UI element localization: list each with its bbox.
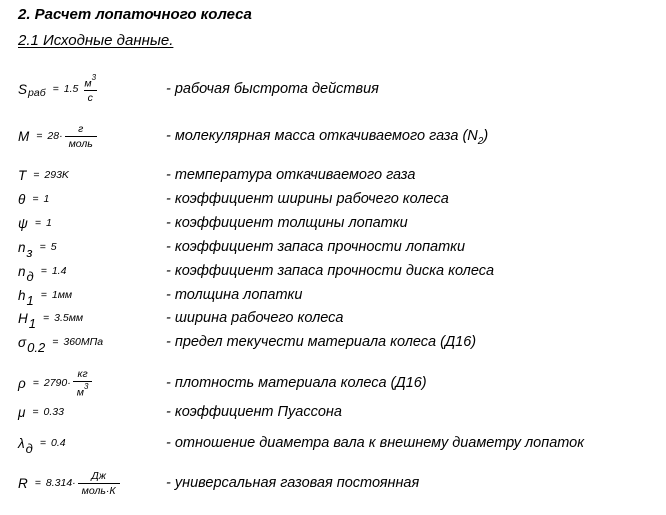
symbol: T xyxy=(18,167,27,183)
value: 1.4 xyxy=(51,265,67,277)
equals-sign: = xyxy=(32,406,39,418)
unit-numerator: Дж xyxy=(91,469,106,482)
formula xyxy=(18,187,49,211)
unit-denominator: с xyxy=(84,90,97,104)
value: 5 xyxy=(50,241,57,253)
value: 28 xyxy=(47,130,60,142)
param-row-H1 xyxy=(0,306,666,330)
formula xyxy=(18,400,64,424)
value: 0.4 xyxy=(50,437,66,449)
equals-sign: = xyxy=(52,83,59,95)
subscript: д xyxy=(26,268,34,284)
symbol: λ xyxy=(18,435,25,451)
formula xyxy=(18,330,103,354)
description: - коэффициент запаса прочности диска колеса xyxy=(166,263,495,279)
param-row-lambda xyxy=(0,431,666,455)
value: 1 xyxy=(45,217,52,229)
equals-sign: = xyxy=(36,130,43,142)
equals-sign: = xyxy=(52,336,59,348)
description: - рабочая быстрота действия xyxy=(166,81,379,97)
formula xyxy=(18,431,66,455)
formula xyxy=(18,283,72,307)
equals-sign: = xyxy=(34,477,41,489)
formula xyxy=(18,72,100,105)
symbol: μ xyxy=(18,404,26,420)
param-row-m xyxy=(0,124,666,148)
param-row-mu xyxy=(0,400,666,424)
equals-sign: = xyxy=(34,217,41,229)
multiply-dot: · xyxy=(72,477,76,489)
subsection-title: 2.1 Исходные данные. xyxy=(18,32,174,49)
symbol: S xyxy=(18,81,28,97)
unit-fraction xyxy=(73,368,93,399)
description: - коэффициент толщины лопатки xyxy=(166,215,408,231)
value: 1 xyxy=(43,193,50,205)
value: 1мм xyxy=(51,289,73,301)
symbol: σ xyxy=(18,334,27,350)
param-row-t xyxy=(0,163,666,187)
unit-fraction xyxy=(80,74,100,105)
value: 293K xyxy=(44,169,69,181)
param-row-rho xyxy=(0,367,666,399)
symbol: h xyxy=(18,287,26,303)
value: 1.5 xyxy=(63,83,79,95)
value: 3.5мм xyxy=(54,312,84,324)
unit-denominator: моль·К xyxy=(78,483,120,497)
formula xyxy=(18,124,97,148)
equals-sign: = xyxy=(32,193,39,205)
description: - коэффициент ширины рабочего колеса xyxy=(166,191,449,207)
unit-fraction xyxy=(65,123,97,150)
param-row-n-z xyxy=(0,235,666,259)
param-row-sigma xyxy=(0,330,666,354)
symbol: n xyxy=(18,263,26,279)
symbol: θ xyxy=(18,191,26,207)
symbol: n xyxy=(18,239,26,255)
symbol: ρ xyxy=(18,375,26,391)
unit-numerator: $м^3$ xyxy=(84,72,97,90)
subscript: д xyxy=(25,440,33,456)
formula xyxy=(18,471,120,495)
subscript: 0.2 xyxy=(27,339,46,355)
equals-sign: = xyxy=(39,437,46,449)
formula xyxy=(18,259,66,283)
description: - температура откачиваемого газа xyxy=(166,167,416,183)
value: 8.314 xyxy=(45,477,73,489)
description: - универсальная газовая постоянная xyxy=(166,475,420,491)
value: 360МПа xyxy=(63,336,104,348)
formula xyxy=(18,235,57,259)
unit-fraction xyxy=(78,470,120,497)
param-row-theta xyxy=(0,187,666,211)
symbol: H xyxy=(18,310,28,326)
subscript: раб xyxy=(28,87,46,99)
symbol: R xyxy=(18,475,28,491)
equals-sign: = xyxy=(32,377,39,389)
param-row-s-rab xyxy=(0,72,666,105)
multiply-dot: · xyxy=(59,130,63,142)
equals-sign: = xyxy=(42,312,50,324)
param-row-psi xyxy=(0,211,666,235)
description: - предел текучести материала колеса (Д16) xyxy=(166,334,477,350)
unit-numerator: кг xyxy=(77,367,88,380)
subscript: 1 xyxy=(28,315,36,331)
multiply-dot: · xyxy=(67,377,71,389)
symbol: M xyxy=(18,128,30,144)
description: - коэффициент Пуассона xyxy=(166,404,342,420)
subscript: 1 xyxy=(26,292,34,308)
description: - отношение диаметра вала к внешнему диаметру лопаток xyxy=(166,435,585,451)
equals-sign: = xyxy=(33,169,40,181)
symbol: ψ xyxy=(18,215,28,231)
equals-sign: = xyxy=(40,289,47,301)
description: - плотность материала колеса (Д16) xyxy=(166,375,427,391)
equals-sign: = xyxy=(40,265,47,277)
value: 0.33 xyxy=(43,406,64,418)
param-row-r xyxy=(0,471,666,495)
section-title: 2. Расчет лопаточного колеса xyxy=(18,6,252,23)
unit-denominator: моль xyxy=(65,136,97,150)
param-row-h1 xyxy=(0,283,666,307)
description: - толщина лопатки xyxy=(166,287,303,303)
formula xyxy=(18,163,69,187)
formula xyxy=(18,367,92,399)
description: - коэффициент запаса прочности лопатки xyxy=(166,239,466,255)
formula xyxy=(18,306,83,330)
formula xyxy=(18,211,52,235)
subscript: з xyxy=(26,244,33,260)
value: 2790 xyxy=(43,377,68,389)
description: - молекулярная масса откачиваемого газа $(N_2)$ xyxy=(166,128,489,147)
description: - ширина рабочего колеса xyxy=(166,310,344,326)
param-row-n-d xyxy=(0,259,666,283)
unit-denominator: $м^3$ xyxy=(73,381,93,399)
unit-numerator: г xyxy=(78,122,84,135)
equals-sign: = xyxy=(39,241,46,253)
